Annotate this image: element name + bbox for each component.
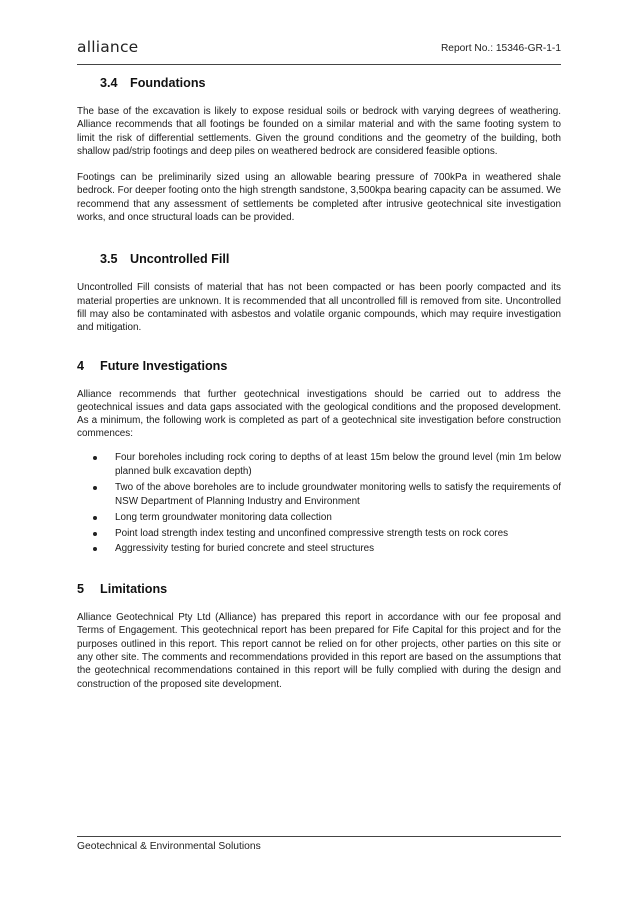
section-title: Limitations — [100, 582, 168, 597]
bullet-list — [77, 451, 561, 557]
list-item: Two of the above boreholes are to include groundwater monitoring wells to satisfy the requirements of NSW Department of Planning Industry and Environment — [93, 481, 561, 509]
report-number: Report No.: 15346-GR-1-1 — [440, 43, 561, 54]
section-number: 3.5 — [100, 252, 118, 267]
paragraph: Uncontrolled Fill consists of material that has not been compacted or has been poorly compacted and its material properties are unknown. It is recommended that all uncontrolled fill is removed from site. Uncontrolled fill may also be contaminated with asbestos and volatile organic compounds, which may require investigation and mitigation. — [77, 282, 561, 334]
bullet-icon — [93, 547, 97, 551]
list-item: Long term groundwater monitoring data collection — [93, 511, 561, 525]
company-logo: alliance — [77, 38, 139, 56]
section-number: 5 — [77, 582, 85, 597]
bullet-icon — [93, 456, 97, 460]
section-title: Uncontrolled Fill — [130, 252, 230, 267]
section-heading-future-investigations — [77, 357, 561, 375]
bullet-icon — [93, 516, 97, 520]
page-footer — [77, 836, 561, 852]
section-heading-uncontrolled-fill — [77, 250, 561, 268]
section-heading-foundations — [77, 74, 561, 92]
list-item: Aggressivity testing for buried concrete and steel structures — [93, 542, 561, 556]
paragraph: The base of the excavation is likely to expose residual soils or bedrock with varying degrees of weathering. Alliance recommends that all footings be founded on a similar material and with the same footing system to limit the risk of differential settlements. Given the ground conditions and the geometry of the building, both shallow pad/strip footings and deep piles on weathered bedrock are considered feasible options. — [77, 106, 561, 157]
footer-text: Geotechnical & Environmental Solutions — [77, 841, 261, 852]
list-item: Four boreholes including rock coring to depths of at least 15m below the ground level (min 1m below planned bulk excavation depth) — [93, 451, 561, 479]
section-number: 3.4 — [100, 76, 118, 90]
section-title: Foundations — [130, 76, 206, 90]
bullet-icon — [93, 486, 97, 490]
page-header — [77, 36, 561, 65]
list-item: Point load strength index testing and unconfined compressive strength tests on rock cores — [93, 527, 561, 541]
bullet-icon — [93, 532, 97, 536]
paragraph: Alliance Geotechnical Pty Ltd (Alliance) has prepared this report in accordance with our fee proposal and Terms of Engagement. This geotechnical report has been prepared for Fife Capital for this project and for the purposes outlined in this report. This report cannot be relied on for other projects, other parties on this site or any other site. The comments and recommendations provided in this report are based on the assumptions that the geotechnical recommendations contained in this report will be fully complied with during the design and construction of the proposed site development. — [77, 612, 561, 690]
section-heading-limitations — [77, 580, 561, 598]
paragraph: Footings can be preliminarily sized using an allowable bearing pressure of 700kPa in weathered shale bedrock. For deeper footing onto the high strength sandstone, 3,500kpa bearing capacity can be assumed. We recommend that any assessment of settlements be completed after intrusive geotechnical site investigation works, and once structural loads can be provided. — [77, 172, 562, 224]
section-title: Future Investigations — [100, 358, 228, 373]
paragraph: Alliance recommends that further geotechnical investigations should be carried out to address the geotechnical issues and data gaps associated with the geological conditions and the proposed development. As a minimum, the following work is completed as part of a geotechnical site investigation before construction commences: — [77, 388, 561, 440]
section-number: 4 — [77, 358, 85, 373]
page-content — [77, 74, 561, 691]
